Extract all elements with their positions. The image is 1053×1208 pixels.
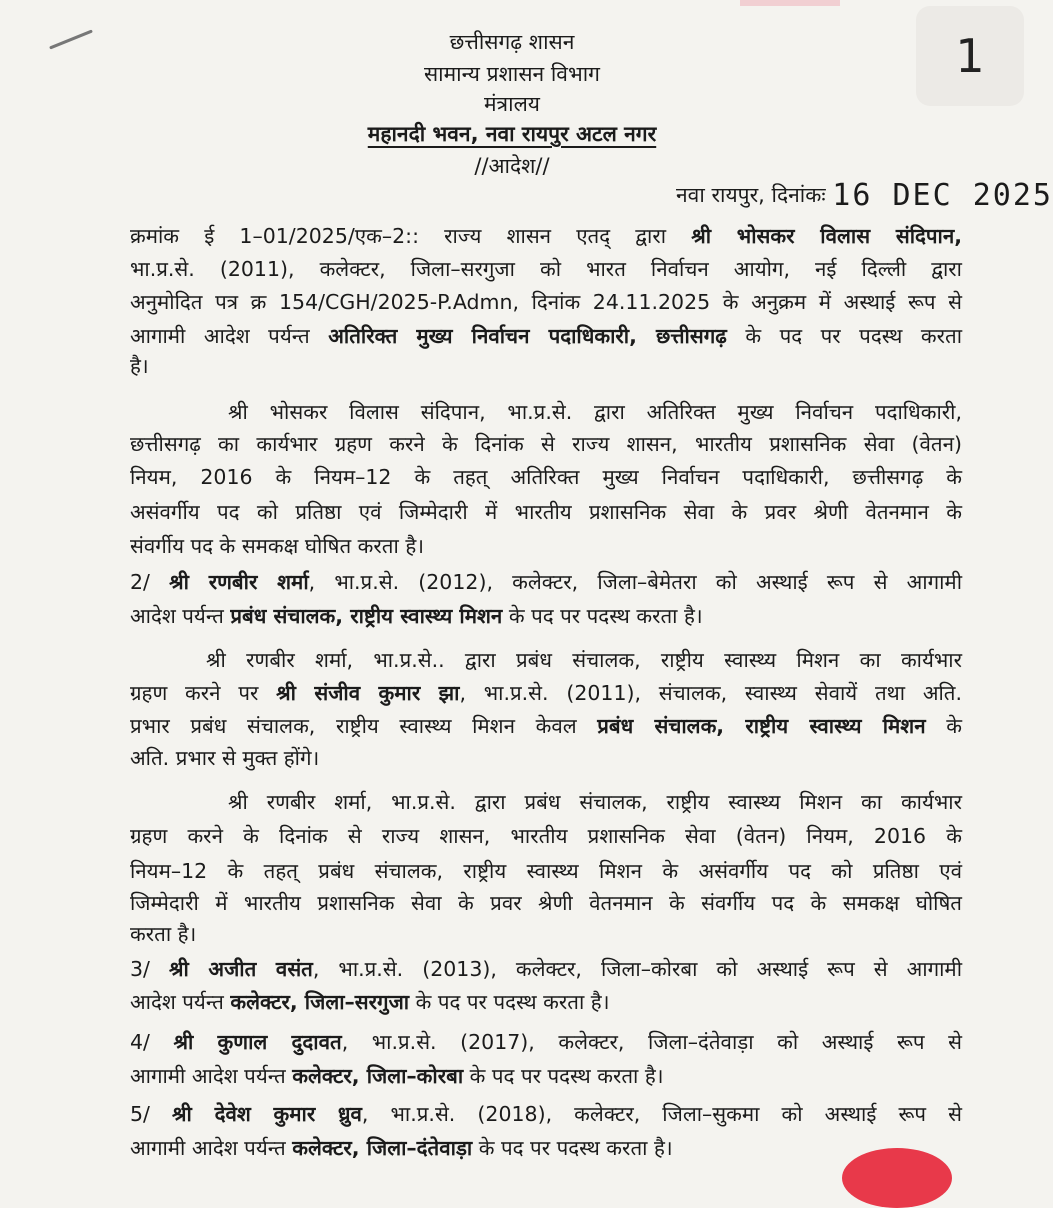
line-text: संवर्गीय पद के समकक्ष घोषित करता है। — [130, 534, 424, 558]
line-text: 2/ — [130, 570, 170, 594]
body-line — [130, 988, 962, 1016]
header-ministry: मंत्रालय — [483, 92, 540, 116]
line-text: ग्रहण करने पर — [130, 681, 277, 705]
body-line — [130, 712, 962, 740]
line-text: करता है। — [130, 922, 197, 946]
body-line — [130, 568, 962, 596]
line-text: प्रभार प्रबंध संचालक, राष्ट्रीय स्वास्थ्य मिशन केवल — [130, 714, 598, 738]
line-text: के पद पर पदस्थ करता है। — [463, 1064, 664, 1088]
line-text: के पद पर पदस्थ करता — [726, 324, 962, 348]
bold-text: कलेक्टर, जिला–सरगुजा — [230, 990, 410, 1014]
bold-text: श्री भोसकर विलास संदिपान, — [691, 224, 963, 248]
line-text: अति. प्रभार से मुक्त होंगे। — [130, 746, 320, 770]
date-stamp: 16 DEC 2025 — [832, 178, 1053, 213]
body-line — [130, 822, 962, 850]
line-text: असंवर्गीय पद को प्रतिष्ठा एवं जिम्मेदारी में भारतीय प्रशासनिक सेवा के प्रवर श्रेणी वेतनमान के — [130, 500, 962, 524]
dateline — [676, 178, 1053, 213]
body-line — [130, 744, 962, 772]
line-text: के पद पर पदस्थ करता है। — [409, 990, 610, 1014]
bold-text: कलेक्टर, जिला–कोरबा — [292, 1064, 464, 1088]
header-address: महानदी भवन, नवा रायपुर अटल नगर — [367, 122, 657, 146]
body-line — [130, 430, 962, 458]
bold-text: श्री कुणाल दुदावत — [173, 1030, 342, 1054]
bold-text: प्रबंध संचालक, राष्ट्रीय स्वास्थ्य मिशन — [230, 604, 503, 628]
body-line — [228, 398, 962, 426]
body-line — [130, 1028, 962, 1056]
header-department: सामान्य प्रशासन विभाग — [423, 62, 601, 86]
body-line — [130, 222, 962, 250]
line-text: अनुमोदित पत्र क्र 154/CGH/2025-P.Admn, दिनांक 24.11.2025 के अनुक्रम में अस्थाई रूप से — [130, 290, 962, 314]
line-text: जिम्मेदारी में भारतीय प्रशासनिक सेवा के प्रवर श्रेणी वेतनमान के संवर्गीय पद के समकक्ष घोषित — [130, 891, 962, 915]
line-text: 3/ — [130, 957, 169, 981]
dateline-prefix: नवा रायपुर, दिनांकः — [676, 183, 826, 207]
line-text: श्री भोसकर विलास संदिपान, भा.प्र.से. द्वारा अतिरिक्त मुख्य निर्वाचन पदाधिकारी, — [228, 400, 962, 424]
body-line — [130, 1062, 962, 1090]
bold-text: अतिरिक्त मुख्य निर्वाचन पदाधिकारी, छत्तीसगढ़ — [328, 324, 727, 348]
body-line — [228, 788, 962, 816]
body-line — [130, 498, 962, 526]
line-text: , भा.प्र.से. (2017), कलेक्टर, जिला–दंतेवाड़ा को अस्थाई रूप से — [341, 1030, 963, 1054]
header-government: छत्तीसगढ़ शासन — [449, 30, 575, 54]
line-text: श्री रणबीर शर्मा, भा.प्र.से. द्वारा प्रबंध संचालक, राष्ट्रीय स्वास्थ्य मिशन का कार्यभार — [228, 790, 962, 814]
body-line — [130, 679, 962, 707]
body-line — [130, 602, 962, 630]
bold-text: प्रबंध संचालक, राष्ट्रीय स्वास्थ्य मिशन — [597, 714, 926, 738]
line-text: के पद पर पदस्थ करता है। — [502, 604, 703, 628]
line-text: छत्तीसगढ़ का कार्यभार ग्रहण करने के दिनांक से राज्य शासन, भारतीय प्रशासनिक सेवा (वेतन) — [130, 432, 962, 456]
body-line — [130, 288, 962, 316]
line-text: 5/ — [130, 1102, 173, 1126]
body-line — [130, 889, 962, 917]
line-text: आगामी आदेश पर्यन्त — [130, 1136, 293, 1160]
line-text: 4/ — [130, 1030, 174, 1054]
body-line — [206, 646, 962, 674]
body-line — [130, 352, 962, 380]
line-text: आदेश पर्यन्त — [130, 990, 231, 1014]
body-line — [130, 1134, 962, 1162]
body-line — [130, 857, 962, 885]
line-text: नियम–12 के तहत् प्रबंध संचालक, राष्ट्रीय स्वास्थ्य मिशन के असंवर्गीय पद को प्रतिष्ठा एवं — [130, 859, 962, 883]
line-text: के पद पर पदस्थ करता है। — [472, 1136, 673, 1160]
line-text: है। — [130, 354, 149, 378]
line-text: के — [925, 714, 962, 738]
body-line — [130, 255, 962, 283]
bold-text: कलेक्टर, जिला–दंतेवाड़ा — [292, 1136, 473, 1160]
body-line — [130, 532, 962, 560]
bold-text: श्री रणबीर शर्मा — [169, 570, 309, 594]
body-line — [130, 463, 962, 491]
edge-smudge — [740, 0, 840, 6]
line-text: , भा.प्र.से. (2012), कलेक्टर, जिला–बेमेतरा को अस्थाई रूप से आगामी — [308, 570, 963, 594]
line-text: आगामी आदेश पर्यन्त — [130, 324, 329, 348]
red-seal-mark — [842, 1148, 952, 1208]
line-text: , भा.प्र.से. (2011), संचालक, स्वास्थ्य सेवायें तथा अति. — [459, 681, 963, 705]
header-order-title: //आदेश// — [474, 154, 550, 178]
line-text: , भा.प्र.से. (2018), कलेक्टर, जिला–सुकमा को अस्थाई रूप से — [361, 1102, 962, 1126]
line-text: श्री रणबीर शर्मा, भा.प्र.से.. द्वारा प्रबंध संचालक, राष्ट्रीय स्वास्थ्य मिशन का कार्यभार — [206, 648, 962, 672]
body-line — [130, 322, 962, 350]
body-line — [130, 920, 962, 948]
line-text: क्रमांक ई 1–01/2025/एक–2:: राज्य शासन एतद् द्वारा — [130, 224, 692, 248]
line-text: भा.प्र.से. (2011), कलेक्टर, जिला–सरगुजा को भारत निर्वाचन आयोग, नई दिल्ली द्वारा — [130, 257, 962, 281]
body-line — [130, 1100, 962, 1128]
bold-text: श्री अजीत वसंत — [168, 957, 313, 981]
body-line — [130, 955, 962, 983]
line-text: , भा.प्र.से. (2013), कलेक्टर, जिला–कोरबा को अस्थाई रूप से आगामी — [312, 957, 963, 981]
line-text: ग्रहण करने के दिनांक से राज्य शासन, भारतीय प्रशासनिक सेवा (वेतन) नियम, 2016 के — [130, 824, 962, 848]
bold-text: श्री देवेश कुमार ध्रुव — [172, 1102, 362, 1126]
page-number-badge: 1 — [916, 6, 1024, 106]
line-text: नियम, 2016 के नियम–12 के तहत् अतिरिक्त मुख्य निर्वाचन पदाधिकारी, छत्तीसगढ़ के — [130, 465, 962, 489]
bold-text: श्री संजीव कुमार झा — [276, 681, 460, 705]
line-text: आदेश पर्यन्त — [130, 604, 231, 628]
line-text: आगामी आदेश पर्यन्त — [130, 1064, 293, 1088]
